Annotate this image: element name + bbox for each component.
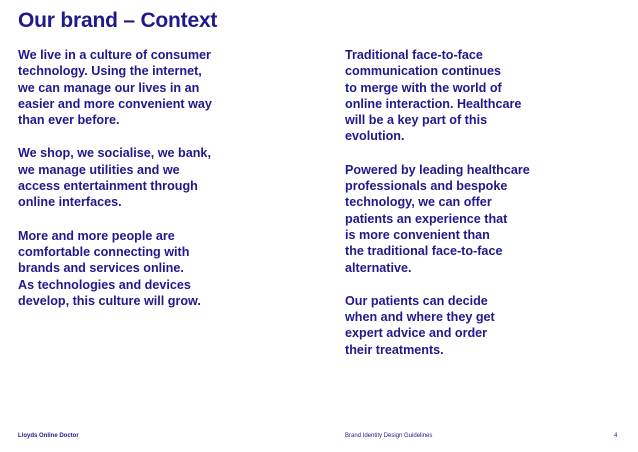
right-paragraph-2: Powered by leading healthcare professionals and bespoke technology, we can offer patients an experience that is more convenient than the traditional face-to-face alternative. (345, 162, 530, 275)
page-title: Our brand – Context (18, 9, 218, 32)
right-paragraph-3: Our patients can decide when and where they get expert advice and order their treatments. (345, 293, 495, 357)
left-paragraph-1: We live in a culture of consumer technology. Using the internet, we can manage our lives in an easier and more convenient way than ever before. (18, 48, 212, 128)
right-column (345, 47, 615, 375)
footer-document-title: Brand Identity Design Guidelines (345, 433, 433, 439)
footer-page-number: 4 (614, 433, 618, 439)
right-paragraph-1: Traditional face-to-face communication continues to merge with the world of online interaction. Healthcare will be a key part of this evolution. (345, 48, 522, 144)
left-paragraph-2: We shop, we socialise, we bank, we manage utilities and we access entertainment through online interfaces. (18, 146, 211, 210)
left-paragraph-3: More and more people are comfortable connecting with brands and services online. As technologies and devices develop, this culture will grow. (18, 228, 201, 308)
left-column (18, 47, 288, 326)
footer-brand: Lloyds Online Doctor (18, 433, 79, 439)
